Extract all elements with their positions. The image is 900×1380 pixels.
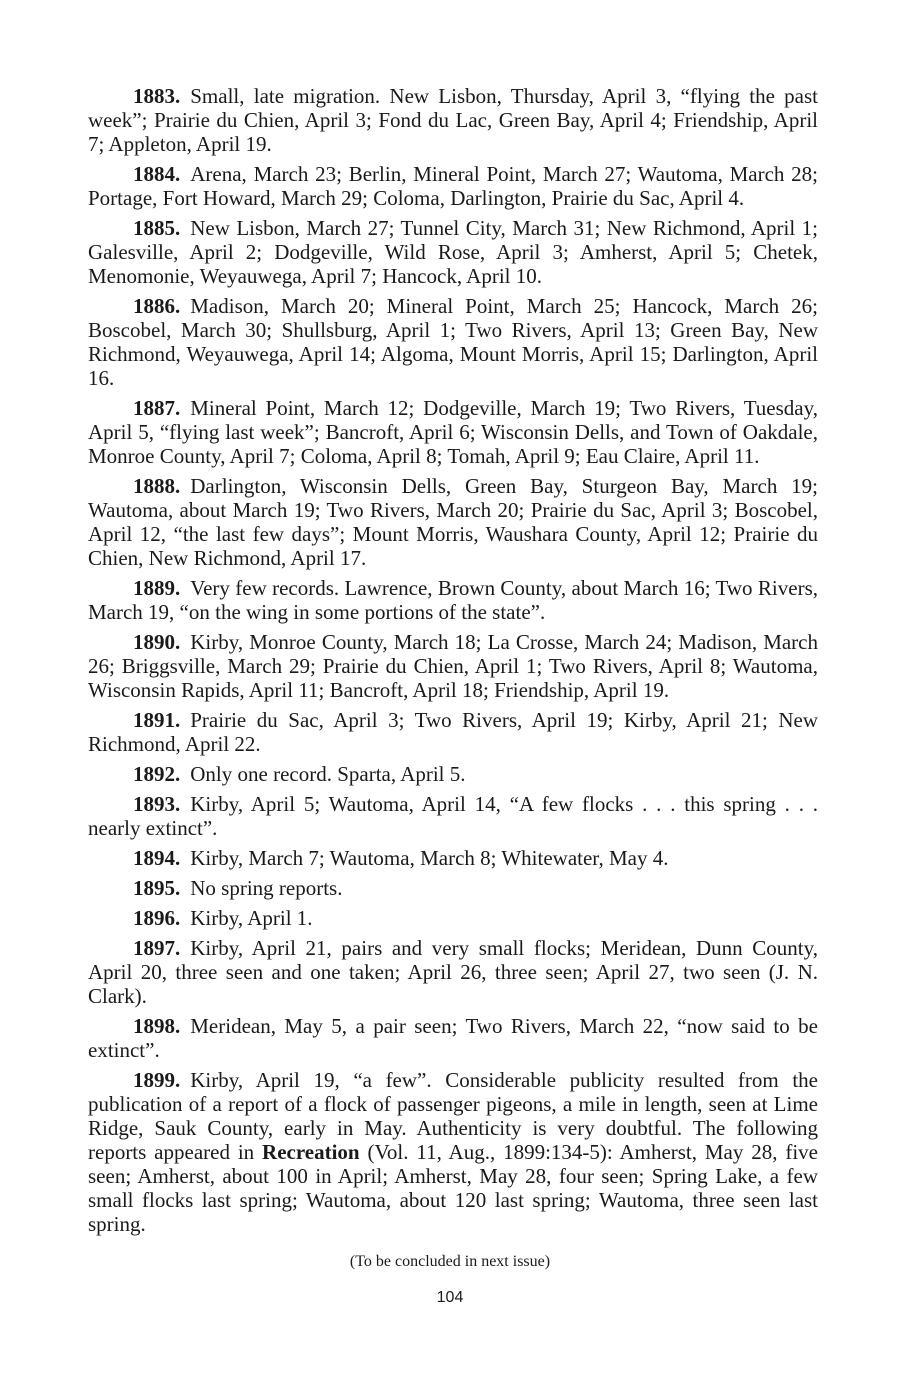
entry-text: Meridean, May 5, a pair seen; Two Rivers, March 22, “now said to be extinct”. — [88, 1014, 818, 1062]
year-label: 1887. — [133, 396, 181, 420]
year-label: 1899. — [133, 1068, 181, 1092]
year-entry-1897 — [88, 936, 818, 1008]
year-label: 1886. — [133, 294, 181, 318]
entry-text: Small, late migration. New Lisbon, Thursday, April 3, “flying the past week”; Prairie du Chien, April 3; Fond du Lac, Green Bay, April 4; Friendship, April 7; Appleton, April 19. — [88, 84, 818, 156]
entry-text-continued: (Vol. 11, Aug., 1899:134-5): Amherst, May 28, five seen; Amherst, about 100 in April; Amherst, May 28, four seen; Spring Lake, a few small flocks last spring; Wautoma, about 120 last spring; Wautoma, three seen last spring. — [88, 1140, 818, 1236]
year-entry-1896 — [88, 906, 818, 930]
year-entry-1885 — [88, 216, 818, 288]
year-entry-1889 — [88, 576, 818, 624]
entry-text: Kirby, April 19, “a few”. Considerable publicity resulted from the publication of a report of a flock of passenger pigeons, a mile in length, seen at Lime Ridge, Sauk County, early in May. Authenticity is very doubtful. The following reports appeared in — [88, 1068, 818, 1164]
entry-text: Only one record. Sparta, April 5. — [190, 762, 466, 786]
year-label: 1895. — [133, 876, 181, 900]
year-entry-1895 — [88, 876, 818, 900]
publication-title: Recreation — [262, 1140, 360, 1164]
year-entry-1886 — [88, 294, 818, 390]
year-label: 1893. — [133, 792, 181, 816]
year-entry-1898 — [88, 1014, 818, 1062]
year-label: 1890. — [133, 630, 181, 654]
entry-text: Prairie du Sac, April 3; Two Rivers, April 19; Kirby, April 21; New Richmond, April 22. — [88, 708, 818, 756]
year-entry-1892 — [88, 762, 818, 786]
article-body — [88, 84, 818, 1242]
entry-text: New Lisbon, March 27; Tunnel City, March 31; New Richmond, April 1; Galesville, April 2; Dodgeville, Wild Rose, April 3; Amherst, April 5; Chetek, Menomonie, Weyauwega, April 7; Hancock, April 10. — [88, 216, 818, 288]
entry-text: Very few records. Lawrence, Brown County, about March 16; Two Rivers, March 19, “on the wing in some portions of the state”. — [88, 576, 818, 624]
page-number: 104 — [436, 1289, 464, 1306]
entry-text: No spring reports. — [190, 876, 343, 900]
year-label: 1889. — [133, 576, 181, 600]
year-label: 1892. — [133, 762, 181, 786]
entry-text: Darlington, Wisconsin Dells, Green Bay, Sturgeon Bay, March 19; Wautoma, about March 19; Two Rivers, March 20; Prairie du Sac, April 3; Boscobel, April 12, “the last few days”; Mount Morris, Waushara County, April 12; Prairie du Chien, New Richmond, April 17. — [88, 474, 818, 570]
entry-text: Arena, March 23; Berlin, Mineral Point, March 27; Wautoma, March 28; Portage, Fort Howard, March 29; Coloma, Darlington, Prairie du Sac, April 4. — [88, 162, 818, 210]
year-label: 1883. — [133, 84, 181, 108]
entry-text: Kirby, April 1. — [190, 906, 313, 930]
entry-text: Kirby, April 21, pairs and very small flocks; Meridean, Dunn County, April 20, three seen and one taken; April 26, three seen; April 27, two seen (J. N. Clark). — [88, 936, 818, 1008]
year-entry-1891 — [88, 708, 818, 756]
year-entry-1894 — [88, 846, 818, 870]
entry-text: Kirby, April 5; Wautoma, April 14, “A few flocks . . . this spring . . . nearly extinct”. — [88, 792, 818, 840]
year-entry-1888 — [88, 474, 818, 570]
year-entry-1884 — [88, 162, 818, 210]
year-label: 1897. — [133, 936, 181, 960]
year-label: 1891. — [133, 708, 181, 732]
entry-text: Kirby, Monroe County, March 18; La Crosse, March 24; Madison, March 26; Briggsville, March 29; Prairie du Chien, April 1; Two Rivers, April 8; Wautoma, Wisconsin Rapids, April 11; Bancroft, April 18; Friendship, April 19. — [88, 630, 818, 702]
year-label: 1884. — [133, 162, 181, 186]
year-label: 1894. — [133, 846, 181, 870]
year-entry-1883 — [88, 84, 818, 156]
year-label: 1888. — [133, 474, 181, 498]
year-label: 1898. — [133, 1014, 181, 1038]
year-label: 1885. — [133, 216, 181, 240]
year-entry-1890 — [88, 630, 818, 702]
year-entry-1887 — [88, 396, 818, 468]
year-label: 1896. — [133, 906, 181, 930]
continuation-note: (To be concluded in next issue) — [349, 1253, 551, 1270]
year-entry-1899 — [88, 1068, 818, 1236]
entry-text: Kirby, March 7; Wautoma, March 8; Whitewater, May 4. — [190, 846, 669, 870]
year-entry-1893 — [88, 792, 818, 840]
entry-text: Madison, March 20; Mineral Point, March 25; Hancock, March 26; Boscobel, March 30; Shullsburg, April 1; Two Rivers, April 13; Green Bay, New Richmond, Weyauwega, April 14; Algoma, Mount Morris, April 15; Darlington, April 16. — [88, 294, 818, 390]
entry-text: Mineral Point, March 12; Dodgeville, March 19; Two Rivers, Tuesday, April 5, “flying last week”; Bancroft, April 6; Wisconsin Dells, and Town of Oakdale, Monroe County, April 7; Coloma, April 8; Tomah, April 9; Eau Claire, April 11. — [88, 396, 818, 468]
